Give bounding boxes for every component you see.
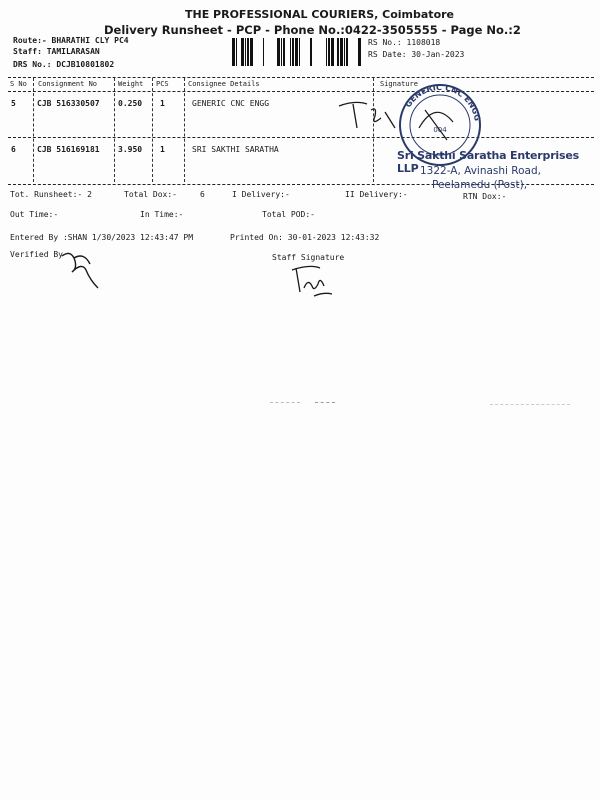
col-header-pcs: PCS xyxy=(156,80,169,88)
col-header-consignment: Consignment No xyxy=(38,80,98,88)
row-sno: 6 xyxy=(11,145,16,154)
stamp-address-line1: 1322-A, Avinashi Road, xyxy=(420,165,541,177)
row-pcs: 1 xyxy=(160,99,165,108)
barcode-bar xyxy=(295,38,298,66)
barcode-bar xyxy=(299,38,300,66)
in-time: In Time:- xyxy=(140,210,184,219)
col-header-sno: S No xyxy=(10,80,27,88)
row-consignment: CJB 516169181 xyxy=(37,145,100,154)
verified-by-label: Verified By xyxy=(10,250,63,259)
barcode-bar xyxy=(337,38,339,66)
col-header-signature: Signature xyxy=(380,80,418,88)
barcode-bar xyxy=(340,38,343,66)
col-sep xyxy=(33,78,34,182)
barcode-bar xyxy=(283,38,285,66)
barcode-bar xyxy=(328,38,330,66)
barcode-bar xyxy=(310,38,312,66)
barcode-bar xyxy=(346,38,348,66)
seal-center-text: 004 xyxy=(433,126,447,134)
barcode-bar xyxy=(326,38,327,66)
barcode-bar xyxy=(344,38,345,66)
stamp-address-line2: Peelamedu (Post), xyxy=(432,179,528,191)
barcode-bar xyxy=(281,38,282,66)
verified-signature xyxy=(60,248,108,292)
barcode-bar xyxy=(263,38,264,66)
total-dox-label: Total Dox:- xyxy=(124,190,177,199)
row-consignment: CJB 516330507 xyxy=(37,99,100,108)
staff-signature-label: Staff Signature xyxy=(272,253,345,262)
printed-on: Printed On: 30-01-2023 12:43:32 xyxy=(230,233,380,242)
barcode-bar xyxy=(290,38,291,66)
total-pod: Total POD:- xyxy=(262,210,315,219)
runsheet-subtitle: Delivery Runsheet - PCP - Phone No.:0422-3505555 - Page No.:2 xyxy=(104,23,521,37)
barcode-bar xyxy=(331,38,334,66)
seal-ring-text: GENERIC CNC ENGG xyxy=(403,82,482,122)
barcode-bar xyxy=(245,38,246,66)
barcode-bar xyxy=(358,38,361,66)
out-time: Out Time:- xyxy=(10,210,59,219)
staff-label: Staff: TAMILARASAN xyxy=(13,47,100,56)
scan-mark xyxy=(270,402,300,403)
col-sep xyxy=(152,78,153,182)
barcode-bar xyxy=(250,38,253,66)
i-delivery: I Delivery:- xyxy=(232,190,290,199)
table-top-rule xyxy=(8,77,594,78)
scan-mark xyxy=(315,402,335,403)
company-title: THE PROFESSIONAL COURIERS, Coimbatore xyxy=(185,8,455,21)
rs-date: RS Date: 30-Jan-2023 xyxy=(368,50,465,59)
barcode-bar xyxy=(277,38,280,66)
row-rule xyxy=(8,137,594,138)
table-header-rule xyxy=(8,91,594,92)
barcode-bar xyxy=(236,38,237,66)
staff-signature xyxy=(290,262,340,302)
row-sno: 5 xyxy=(11,99,16,108)
drs-number: DRS No.: DCJB10801802 xyxy=(13,60,115,69)
scan-mark xyxy=(490,404,570,405)
barcode-bar xyxy=(247,38,249,66)
barcode-bar xyxy=(232,38,235,66)
total-runsheet: Tot. Runsheet:- 2 xyxy=(10,190,92,199)
route-label: Route:- BHARATHI CLY PC4 xyxy=(13,36,129,45)
col-sep xyxy=(184,78,185,182)
col-sep xyxy=(114,78,115,182)
row-consignee: GENERIC CNC ENGG xyxy=(192,99,270,108)
row-weight: 0.250 xyxy=(118,99,143,108)
barcode xyxy=(232,38,362,66)
ii-delivery: II Delivery:- xyxy=(345,190,408,199)
row-consignee: SRI SAKTHI SARATHA xyxy=(192,145,279,154)
row-pcs: 1 xyxy=(160,145,165,154)
barcode-bar xyxy=(241,38,244,66)
col-header-consignee: Consignee Details xyxy=(188,80,260,88)
rs-number: RS No.: 1108018 xyxy=(368,38,441,47)
rtn-dox: RTN Dox:- xyxy=(463,192,507,201)
row-weight: 3.950 xyxy=(118,145,143,154)
total-dox-value: 6 xyxy=(200,190,205,199)
stamp-company-name: Sri Sakthi Saratha Enterprises LLP xyxy=(397,149,579,175)
col-header-weight: Weight xyxy=(118,80,144,88)
entered-by: Entered By :SHAN 1/30/2023 12:43:47 PM xyxy=(10,233,194,242)
barcode-bar xyxy=(292,38,294,66)
